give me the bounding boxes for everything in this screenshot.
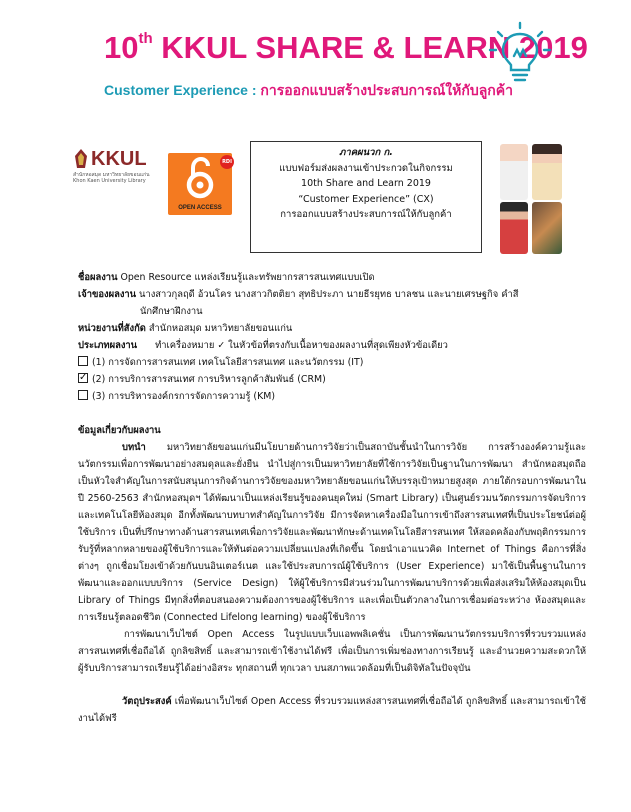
objective-text: เพื่อพัฒนาเว็บไซต์ Open Access ที่รวบรวมแหล่งสารสนเทศที่เชื่อถือได้ ถูกลิขสิทธิ์ และสามารถเข้าใช้งานได้ฟรี: [78, 696, 586, 724]
banner-subtitle-en: Customer Experience :: [104, 82, 261, 98]
objective-paragraph: [78, 693, 586, 727]
owner-value: นางสาวกุลฤดี อ้วนโคร นางสาวกิตติยา สุทธิประภา นายธีรยุทธ บาลชน และนายเศรษฐกิจ คำสี: [136, 289, 519, 300]
unit-value: สำนักหอสมุด มหาวิทยาลัยขอนแก่น: [145, 323, 293, 334]
intro-paragraph: [78, 439, 586, 626]
option-2: [78, 371, 586, 388]
oa-label: OPEN ACCESS: [178, 205, 222, 211]
type-row: [78, 337, 586, 354]
banner-title-sup: th: [138, 29, 153, 47]
document-body: [78, 269, 586, 727]
header-banner: [0, 0, 631, 118]
photo-3: [500, 202, 528, 254]
option-2-label: (2) การบริการสารสนเทศ การบริหารลูกค้าสัมพันธ์ (CRM): [92, 374, 326, 385]
form-line-2: 10th Share and Learn 2019: [301, 178, 431, 189]
intro-text: มหาวิทยาลัยขอนแก่นมีนโยบายด้านการวิจัยว่าเป็นสถาบันชั้นนำในการวิจัย การสร้างองค์ความรู้และนวัตกรรมเพื่อการพัฒนาอย่างสมดุลและยั่งยืน นำไปสู่การเป็นมหาวิทยาลัยที่ใช้การวิจัยเป็นฐานในการพัฒนา สำนักหอสมุดถือเป็นหัวใจสำคัญในการสนับสนุนการกิจด้านการวิจัยของมหาวิทยาลัยขอนแก่นให้บรรลุเป้าหมายสูงสุด ภายใต้กรอบการพัฒนาในปี 2560-2563 สำนักหอสมุดฯ ได้พัฒนาเป็นแหล่งเรียนรู้ของคนยุคใหม่ (Smart Library) เป็นศูนย์รวมนวัตกรรมการจัดบริการและเทคโนโลยีห้องสมุด อีกทั้งพัฒนาบทบาทสำคัญในการวิจัย มีการจัดหาเครื่องมือในการเข้าถึงสารสนเทศที่เป็นประโยชน์ต่อผู้ใช้บริการ เป็นที่ปรึกษาทางด้านสารสนเทศเพื่อการวิจัยและพัฒนาทักษะด้านเทคโนโลยีสารสนเทศ ให้สอดคล้องกับพฤติกรรมการรับรู้ที่หลากหลายของผู้ใช้บริการและให้ทันต่อความเปลี่ยนแปลงที่เกิดขึ้น โดยนำเอาแนวคิด Internet of Things คือการที่สิ่งต่างๆ ถูกเชื่อมโยงเข้าด้วยกันบนอินเตอร์เนต และใช้ประสบการณ์ผู้ใช้บริการ (User Experience) มาใช้เป็นพื้นฐานในการพัฒนาและออกแบบบริการ (Service Design) ให้ผู้ใช้บริการมีส่วนร่วมในการพัฒนาบริการด้วยเพื่อส่งเสริมให้ห้องสมุดเป็น Library of Things มีทุกสิ่งที่ตอบสนองความต้องการของผู้ใช้บริการ และเพื่อเป็นตัวกลางในการเชื่อมต่อระหว่าง ห้องสมุดและการเรียนรู้ตลอดชีวิต (Connected Lifelong learning) ของผู้ใช้บริการ: [78, 442, 586, 623]
option-3: [78, 388, 586, 405]
lightbulb-icon: [485, 20, 555, 90]
work-name-value: Open Resource แหล่งเรียนรู้และทรัพยากรสารสนเทศแบบเปิด: [117, 272, 375, 283]
photo-1: [500, 144, 528, 200]
type-label: ประเภทผลงาน: [78, 340, 138, 351]
photo-4: [532, 202, 562, 254]
photo-2: [532, 144, 562, 200]
kkul-logo-subtitle: สำนักหอสมุด มหาวิทยาลัยขอนแก่น Khon Kaen University Library: [73, 172, 150, 184]
option-1: [78, 354, 586, 371]
objective-label: วัตถุประสงค์: [122, 696, 172, 707]
banner-title-main: KKUL SHARE & LEARN 2019: [152, 30, 588, 65]
form-line-3: “Customer Experience” (CX): [298, 193, 434, 205]
option-1-label: (1) การจัดการสารสนเทศ เทคโนโลยีสารสนเทศ และนวัตกรรม (IT): [92, 357, 364, 368]
form-line-1: แบบฟอร์มส่งผลงานเข้าประกวดในกิจกรรม: [279, 162, 453, 174]
kkul-emblem-icon: [73, 148, 89, 170]
work-name-label: ชื่อผลงาน: [78, 272, 118, 283]
owner-label: เจ้าของผลงาน: [78, 289, 137, 300]
owner-row-2: [78, 303, 586, 320]
owner-value-2: นักศึกษาฝึกงาน: [140, 306, 203, 317]
option-1-checkbox[interactable]: [78, 356, 88, 366]
second-paragraph: การพัฒนาเว็บไซต์ Open Access ในรูปแบบเว็บแอพพลิเคชั่น เป็นการพัฒนานวัตกรรมบริการที่รวบรวมแหล่งสารสนเทศที่เชื่อถือได้ ถูกลิขสิทธิ์ และสามารถเข้าใช้งานได้ฟรี เพื่อเป็นการเพิ่มช่องทางการเรียนรู้ และอำนวยความสะดวกให้ผู้รับบริการสามารถเรียนรู้ได้อย่างอิสระ ทุกสถานที่ ทุกเวลา บนสภาพแวดล้อมที่เป็นดิจิทัลในปัจจุบัน: [78, 629, 586, 674]
option-3-label: (3) การบริหารองค์กรการจัดการความรู้ (KM): [92, 391, 275, 402]
banner-subtitle-th: การออกแบบสร้างประสบการณ์ให้กับลูกค้า: [260, 82, 514, 98]
appendix-label: ภาคผนวก ก.: [339, 147, 393, 158]
kkul-logo-text: KKUL: [91, 148, 147, 170]
team-photos: [496, 140, 564, 256]
open-lock-icon: [168, 155, 232, 201]
form-line-4: การออกแบบสร้างประสบการณ์ให้กับลูกค้า: [280, 209, 452, 220]
banner-subtitle: [104, 80, 513, 102]
type-instruction: ทำเครื่องหมาย ✓ ในหัวข้อที่ตรงกับเนื้อหาของผลงานที่สุดเพียงหัวข้อเดียว: [155, 340, 448, 351]
oa-badge: RDI: [220, 155, 234, 169]
option-3-checkbox[interactable]: [78, 390, 88, 400]
unit-label: หน่วยงานที่สังกัด: [78, 323, 146, 334]
work-name-row: [78, 269, 586, 286]
form-title-box: [250, 141, 482, 253]
intro-label: บทนำ: [122, 442, 146, 453]
owner-row: [78, 286, 586, 303]
info-section-title: ข้อมูลเกี่ยวกับผลงาน: [78, 425, 161, 436]
option-2-checkbox[interactable]: [78, 373, 88, 383]
open-access-logo: [168, 153, 232, 215]
unit-row: [78, 320, 586, 337]
kkul-logo: [73, 148, 151, 188]
banner-title-number: 10: [104, 30, 139, 65]
